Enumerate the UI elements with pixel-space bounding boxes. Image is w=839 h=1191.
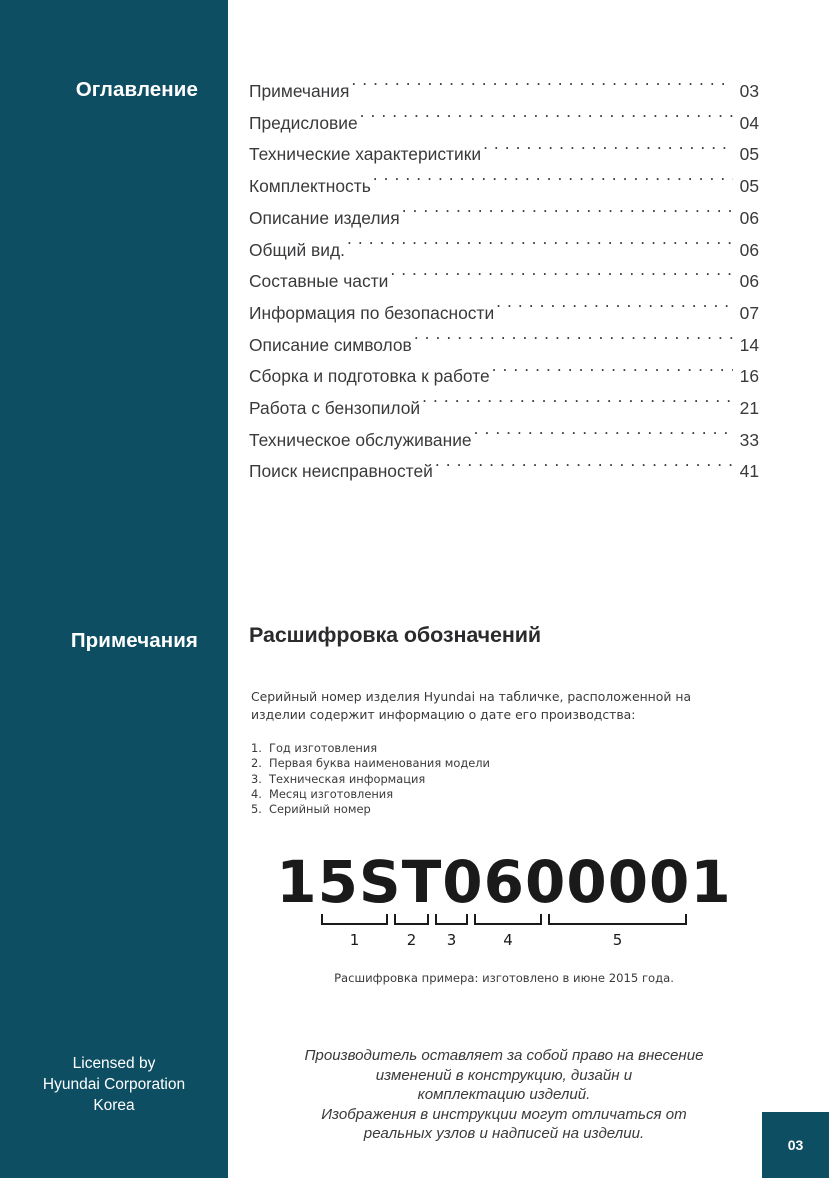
serial-group-bracket	[394, 914, 429, 925]
serial-group	[548, 914, 687, 949]
notes-section-heading: Расшифровка обозначений	[249, 623, 542, 647]
serial-group	[321, 914, 388, 949]
serial-part-label: Год изготовления	[269, 741, 378, 755]
toc-entry-title: Составные части	[249, 271, 389, 292]
serial-number-brackets	[249, 914, 759, 949]
toc-entry-title: Работа с бензопилой	[249, 398, 421, 419]
toc-entry-title: Общий вид.	[249, 239, 345, 260]
serial-parts-list	[251, 741, 671, 817]
toc-entry-page: 07	[739, 302, 759, 323]
toc-leader-dots	[402, 206, 733, 223]
toc-entry[interactable]	[249, 425, 759, 457]
serial-number-value: 15ST0600001	[276, 848, 732, 916]
toc-entry[interactable]	[249, 139, 759, 171]
toc-leader-dots	[347, 238, 733, 255]
toc-entry[interactable]	[249, 361, 759, 393]
toc-entry[interactable]	[249, 76, 759, 108]
toc-leader-dots	[360, 111, 733, 128]
toc-entry-page: 16	[739, 366, 759, 387]
left-sidebar	[0, 0, 228, 1178]
toc-entry-page: 06	[739, 271, 759, 292]
toc-entry-page: 05	[739, 176, 759, 197]
toc-leader-dots	[373, 175, 733, 192]
serial-group-label: 5	[612, 931, 623, 949]
serial-part-item	[251, 741, 671, 756]
toc-entry[interactable]	[249, 266, 759, 298]
serial-group-label: 3	[446, 931, 457, 949]
toc-entry-page: 03	[739, 81, 759, 101]
toc-entry-title: Описание изделия	[249, 207, 400, 228]
serial-part-label: Первая буква наименования модели	[269, 756, 490, 771]
toc-entry[interactable]	[249, 108, 759, 140]
table-of-contents	[249, 76, 759, 488]
toc-entry-title: Предисловие	[249, 112, 358, 133]
serial-group-bracket	[474, 914, 542, 925]
toc-entry[interactable]	[249, 203, 759, 235]
toc-leader-dots	[422, 397, 733, 414]
serial-part-item	[251, 802, 671, 817]
toc-entry-page: 14	[739, 334, 759, 355]
page-number-badge	[762, 1112, 829, 1178]
disclaimer-line-5: реальных узлов и надписей на изделии.	[363, 1125, 645, 1143]
toc-leader-dots	[390, 270, 733, 287]
licensed-line-2: Hyundai Corporation	[42, 1076, 186, 1093]
sidebar-heading-contents: Оглавление	[75, 78, 198, 101]
serial-part-item	[251, 787, 671, 802]
licensed-by-block	[0, 1053, 228, 1116]
toc-entry-title: Информация по безопасности	[249, 302, 495, 323]
toc-entry-page: 33	[739, 429, 759, 450]
serial-part-label: Месяц изготовления	[269, 786, 394, 801]
toc-entry-title: Поиск неисправностей	[249, 461, 433, 482]
serial-group	[474, 914, 542, 949]
toc-leader-dots	[483, 143, 733, 160]
disclaimer-line-4: Изображения в инструкции могут отличаться от	[321, 1105, 687, 1123]
toc-entry-title: Примечания	[249, 81, 350, 101]
toc-entry-title: Техническое обслуживание	[249, 429, 472, 450]
toc-entry-title: Комплектность	[249, 176, 371, 197]
serial-group-label: 2	[406, 931, 417, 949]
serial-part-index: 2.	[251, 756, 262, 771]
serial-group-label: 1	[349, 931, 360, 949]
toc-entry-title: Сборка и подготовка к работе	[249, 366, 490, 387]
serial-group-bracket	[321, 914, 388, 925]
disclaimer-line-1: Производитель оставляет за собой право на внесение	[304, 1047, 704, 1064]
toc-leader-dots	[492, 365, 733, 382]
sidebar-heading-notes: Примечания	[70, 629, 198, 652]
serial-group	[394, 914, 429, 949]
serial-part-index: 3.	[251, 771, 262, 786]
page-number-text: 03	[787, 1137, 804, 1153]
serial-part-index: 1.	[251, 741, 262, 755]
manufacturer-disclaimer	[249, 1046, 759, 1144]
toc-leader-dots	[351, 80, 733, 97]
toc-leader-dots	[435, 460, 733, 477]
toc-entry[interactable]	[249, 235, 759, 267]
serial-part-index: 5.	[251, 802, 262, 817]
serial-group-bracket	[548, 914, 687, 925]
toc-entry-page: 05	[739, 144, 759, 165]
toc-entry[interactable]	[249, 298, 759, 330]
serial-intro-paragraph: Серийный номер изделия Hyundai на табличке, расположенной на изделии содержит информацию о дате его производства:	[251, 689, 692, 723]
toc-entry-page: 04	[739, 112, 759, 133]
serial-group-label: 4	[503, 931, 513, 949]
licensed-line-3: Korea	[93, 1097, 135, 1114]
toc-entry[interactable]	[249, 330, 759, 362]
toc-entry-page: 21	[739, 398, 759, 419]
toc-entry-title: Технические характеристики	[249, 144, 482, 165]
serial-figure-caption: Расшифровка примера: изготовлено в июне 2015 года.	[334, 971, 674, 985]
toc-entry-title: Описание символов	[249, 334, 412, 355]
toc-entry[interactable]	[249, 393, 759, 425]
toc-leader-dots	[496, 302, 733, 319]
serial-part-label: Серийный номер	[269, 802, 371, 817]
serial-number-figure	[249, 848, 759, 949]
toc-entry[interactable]	[249, 171, 759, 203]
serial-group-bracket	[435, 914, 468, 925]
toc-entry-page: 06	[739, 239, 759, 260]
toc-entry-page: 06	[739, 207, 759, 228]
toc-leader-dots	[414, 333, 733, 350]
serial-part-item	[251, 756, 671, 771]
toc-leader-dots	[474, 428, 733, 445]
serial-part-item	[251, 772, 671, 787]
serial-group	[435, 914, 468, 949]
serial-part-index: 4.	[251, 786, 262, 801]
disclaimer-line-3: комплектацию изделий.	[417, 1086, 591, 1104]
toc-entry[interactable]	[249, 456, 759, 488]
disclaimer-line-2: изменений в конструкцию, дизайн и	[375, 1066, 633, 1084]
licensed-line-1: Licensed by	[72, 1055, 156, 1072]
serial-part-label: Техническая информация	[269, 771, 426, 786]
toc-entry-page: 41	[739, 461, 759, 482]
